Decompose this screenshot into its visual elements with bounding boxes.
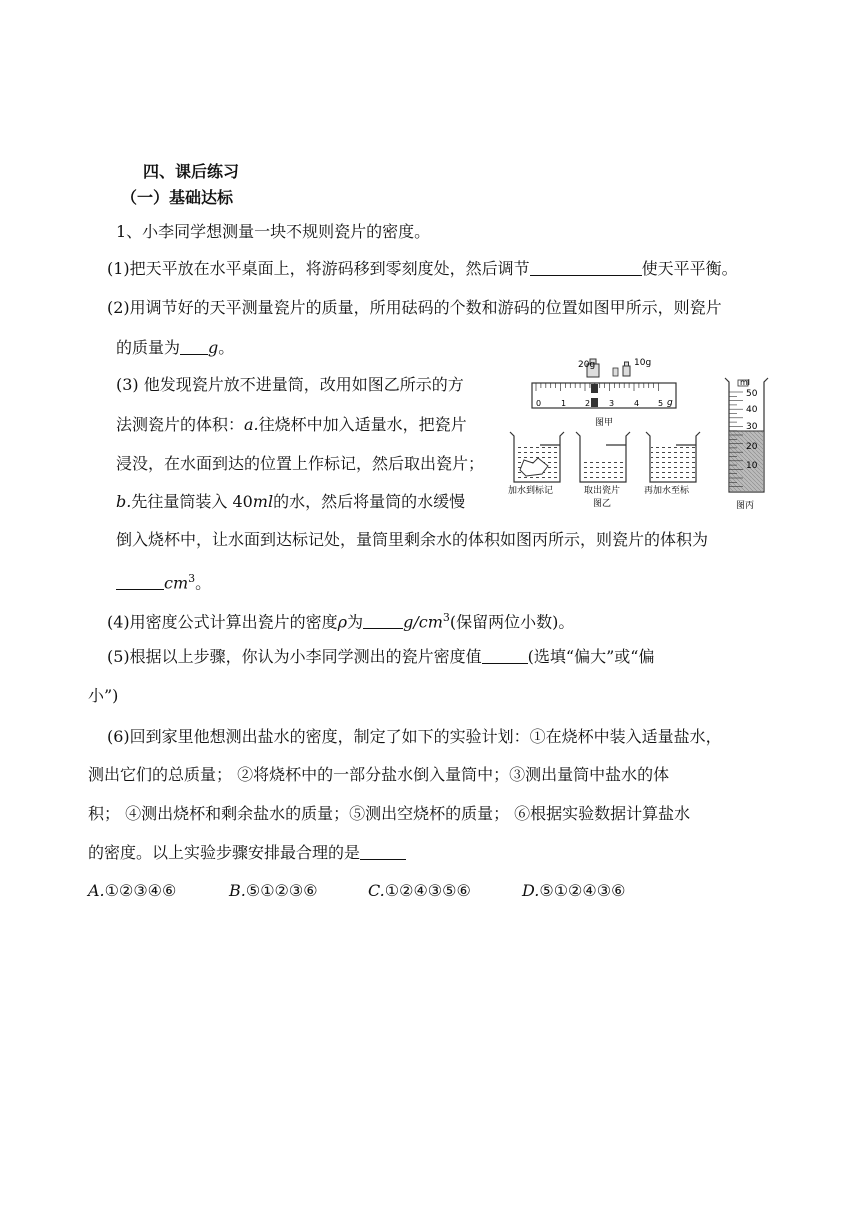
ruler-tick-4: 4 bbox=[634, 399, 640, 408]
weight-10g bbox=[613, 362, 630, 376]
blank-5[interactable] bbox=[482, 647, 528, 664]
balance-ruler bbox=[532, 383, 676, 408]
ruler-tick-2: 2 bbox=[585, 399, 591, 408]
part-2-line2: 的质量为 g。 bbox=[116, 338, 235, 357]
part-3-line4: b.先往量筒装入 40ml的水，然后将量筒的水缓慢 bbox=[116, 492, 466, 511]
ruler-tick-1: 1 bbox=[561, 399, 567, 408]
part-5-line1: (5)根据以上步骤，你认为小李同学测出的瓷片密度值 (选填“偏大”或“偏 bbox=[107, 647, 655, 666]
section-subtitle: （一）基础达标 bbox=[121, 188, 234, 207]
beaker-1-label: 加水到标记 bbox=[508, 486, 554, 496]
option-d[interactable]: D.⑤①②④③⑥ bbox=[522, 881, 626, 900]
part-5-line2: 小”) bbox=[88, 686, 119, 705]
option-a[interactable]: A.①②③④⑥ bbox=[88, 881, 177, 900]
option-b[interactable]: B.⑤①②③⑥ bbox=[229, 881, 318, 900]
question-stem: 1、小李同学想测量一块不规则瓷片的密度。 bbox=[116, 222, 431, 241]
weight-20g-label: 20g bbox=[578, 360, 596, 370]
part-6-line3: 积； ④测出烧杯和剩余盐水的质量；⑤测出空烧杯的质量； ⑥根据实验数据计算盐水 bbox=[88, 804, 691, 823]
fig-bing-label: 图丙 bbox=[736, 501, 755, 511]
ruler-tick-5: 5 bbox=[658, 399, 664, 408]
beaker-3 bbox=[646, 432, 700, 482]
part-6-line2: 测出它们的总质量； ②将烧杯中的一部分盐水倒入量筒中；③测出量筒中盐水的体 bbox=[88, 765, 670, 784]
experiment-figure bbox=[500, 350, 780, 520]
cyl-tick-30: 30 bbox=[746, 422, 758, 432]
fig-yi-label: 图乙 bbox=[593, 499, 612, 509]
part-3-line6: $cm^3$。 bbox=[116, 569, 211, 593]
blank-6[interactable] bbox=[360, 843, 406, 860]
beaker-1 bbox=[510, 432, 564, 482]
part-6-line4: 的密度。以上实验步骤安排最合理的是 bbox=[88, 843, 406, 863]
blank-1[interactable] bbox=[530, 259, 642, 276]
part-2-line1: (2)用调节好的天平测量瓷片的质量，所用砝码的个数和游码的位置如图甲所示，则瓷片 bbox=[107, 298, 722, 317]
blank-4[interactable] bbox=[363, 612, 403, 629]
option-c[interactable]: C.①②④③⑤⑥ bbox=[368, 881, 471, 900]
section-title: 四、课后练习 bbox=[143, 162, 240, 181]
part-6-line1: (6)回到家里他想测出盐水的密度，制定了如下的实验计划：①在烧杯中装入适量盐水， bbox=[107, 727, 722, 746]
ruler-tick-0: 0 bbox=[536, 399, 542, 408]
blank-3[interactable] bbox=[116, 573, 164, 590]
cylinder-unit: ml bbox=[740, 378, 751, 387]
beaker-2-label: 取出瓷片 bbox=[584, 486, 621, 496]
ruler-unit: g bbox=[667, 398, 673, 408]
part-1: (1)把天平放在水平桌面上，将游码移到零刻度处，然后调节 使天平平衡。 bbox=[107, 259, 738, 278]
part-3-line1: (3) 他发现瓷片放不进量筒，改用如图乙所示的方 bbox=[116, 375, 464, 394]
beaker-2 bbox=[576, 432, 630, 482]
part-3-line5: 倒入烧杯中，让水面到达标记处，量筒里剩余水的体积如图丙所示，则瓷片的体积为 bbox=[116, 530, 709, 549]
fig-jia-label: 图甲 bbox=[595, 418, 614, 428]
part-4: (4)用密度公式计算出瓷片的密度ρ为 $g/cm^3$(保留两位小数)。 bbox=[107, 611, 575, 632]
cyl-tick-10: 10 bbox=[746, 461, 758, 471]
cyl-tick-50: 50 bbox=[746, 389, 758, 399]
weight-10g-label: 10g bbox=[634, 358, 652, 368]
part-3-line2: 法测瓷片的体积：a.往烧杯中加入适量水，把瓷片 bbox=[116, 415, 467, 434]
cyl-tick-40: 40 bbox=[746, 405, 758, 415]
cyl-tick-20: 20 bbox=[746, 442, 758, 452]
blank-2[interactable] bbox=[180, 338, 208, 355]
beaker-3-label: 再加水至标 bbox=[644, 486, 690, 496]
ruler-tick-3: 3 bbox=[609, 399, 615, 408]
part-3-line3: 浸没，在水面到达的位置上作标记，然后取出瓷片； bbox=[116, 454, 485, 473]
